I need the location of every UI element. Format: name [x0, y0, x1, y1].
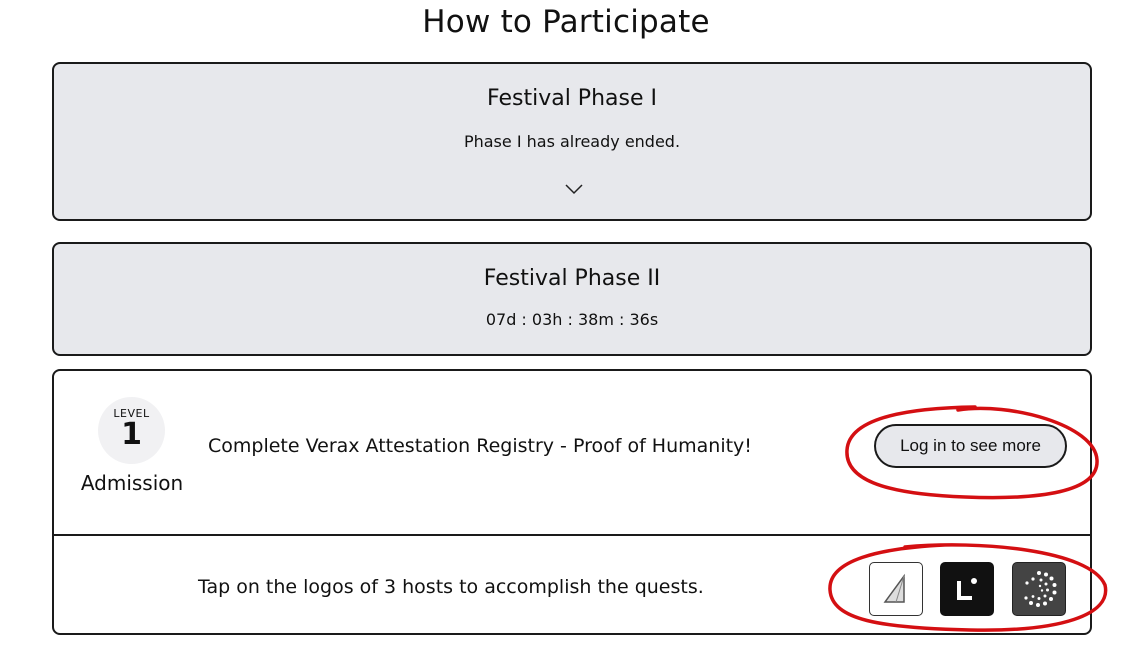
level-number: 1	[121, 417, 142, 452]
l-dot-logo-icon[interactable]	[940, 562, 994, 616]
divider	[54, 534, 1090, 536]
phase1-status: Phase I has already ended.	[463, 132, 681, 151]
level-name: Admission	[80, 471, 184, 495]
page-title: How to Participate	[422, 4, 710, 40]
dotted-circle-logo-icon[interactable]	[1012, 562, 1066, 616]
quest-card	[52, 369, 1092, 635]
phase2-countdown: 07d : 03h : 38m : 36s	[485, 310, 659, 329]
quest-description: Complete Verax Attestation Registry - Proof of Humanity!	[208, 435, 752, 457]
level-badge	[98, 397, 165, 464]
level-label: LEVEL	[113, 407, 150, 420]
phase2-title: Festival Phase II	[483, 266, 661, 291]
chevron-down-icon[interactable]	[564, 182, 584, 196]
login-button[interactable]: Log in to see more	[874, 424, 1067, 468]
phase1-panel[interactable]	[52, 62, 1092, 221]
phase2-panel	[52, 242, 1092, 356]
hosts-instruction: Tap on the logos of 3 hosts to accomplish the quests.	[198, 576, 704, 598]
phase1-title: Festival Phase I	[487, 86, 657, 111]
triangle-logo-icon[interactable]	[869, 562, 923, 616]
